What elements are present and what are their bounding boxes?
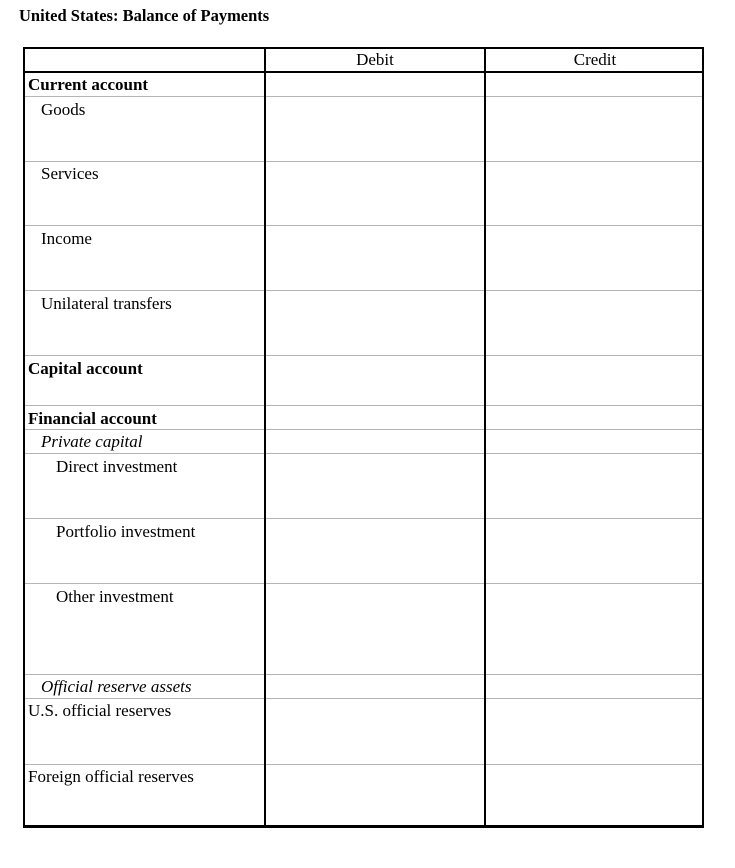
column-divider [264, 49, 266, 825]
direct-investment-label: Direct investment [56, 457, 178, 476]
financial-account-label: Financial account [28, 409, 157, 428]
services-label: Services [41, 164, 99, 183]
row-divider [25, 405, 702, 406]
income-label: Income [41, 229, 92, 248]
row-divider [25, 453, 702, 454]
header-divider [25, 71, 702, 73]
other-investment-label: Other investment [56, 587, 174, 606]
row-divider [25, 674, 702, 675]
private-capital-label: Private capital [41, 432, 143, 451]
row-divider [25, 355, 702, 356]
official-reserve-assets-label: Official reserve assets [41, 677, 192, 696]
balance-of-payments-table [23, 47, 704, 828]
row-divider [25, 96, 702, 97]
row-divider [25, 698, 702, 699]
capital-account-label: Capital account [28, 359, 143, 378]
row-divider [25, 161, 702, 162]
column-divider [484, 49, 486, 825]
row-divider [25, 583, 702, 584]
unilateral-transfers-label: Unilateral transfers [41, 294, 172, 313]
row-divider [25, 290, 702, 291]
debit-column-header: Debit [356, 50, 394, 69]
current-account-label: Current account [28, 75, 149, 94]
us-official-reserves-label: U.S. official reserves [28, 701, 172, 720]
row-divider [25, 429, 702, 430]
page-title: United States: Balance of Payments [19, 6, 270, 25]
goods-label: Goods [41, 100, 86, 119]
row-divider [25, 225, 702, 226]
row-divider [25, 518, 702, 519]
portfolio-investment-label: Portfolio investment [56, 522, 196, 541]
credit-column-header: Credit [573, 50, 617, 69]
foreign-official-reserves-label: Foreign official reserves [28, 767, 194, 786]
row-divider [25, 764, 702, 765]
